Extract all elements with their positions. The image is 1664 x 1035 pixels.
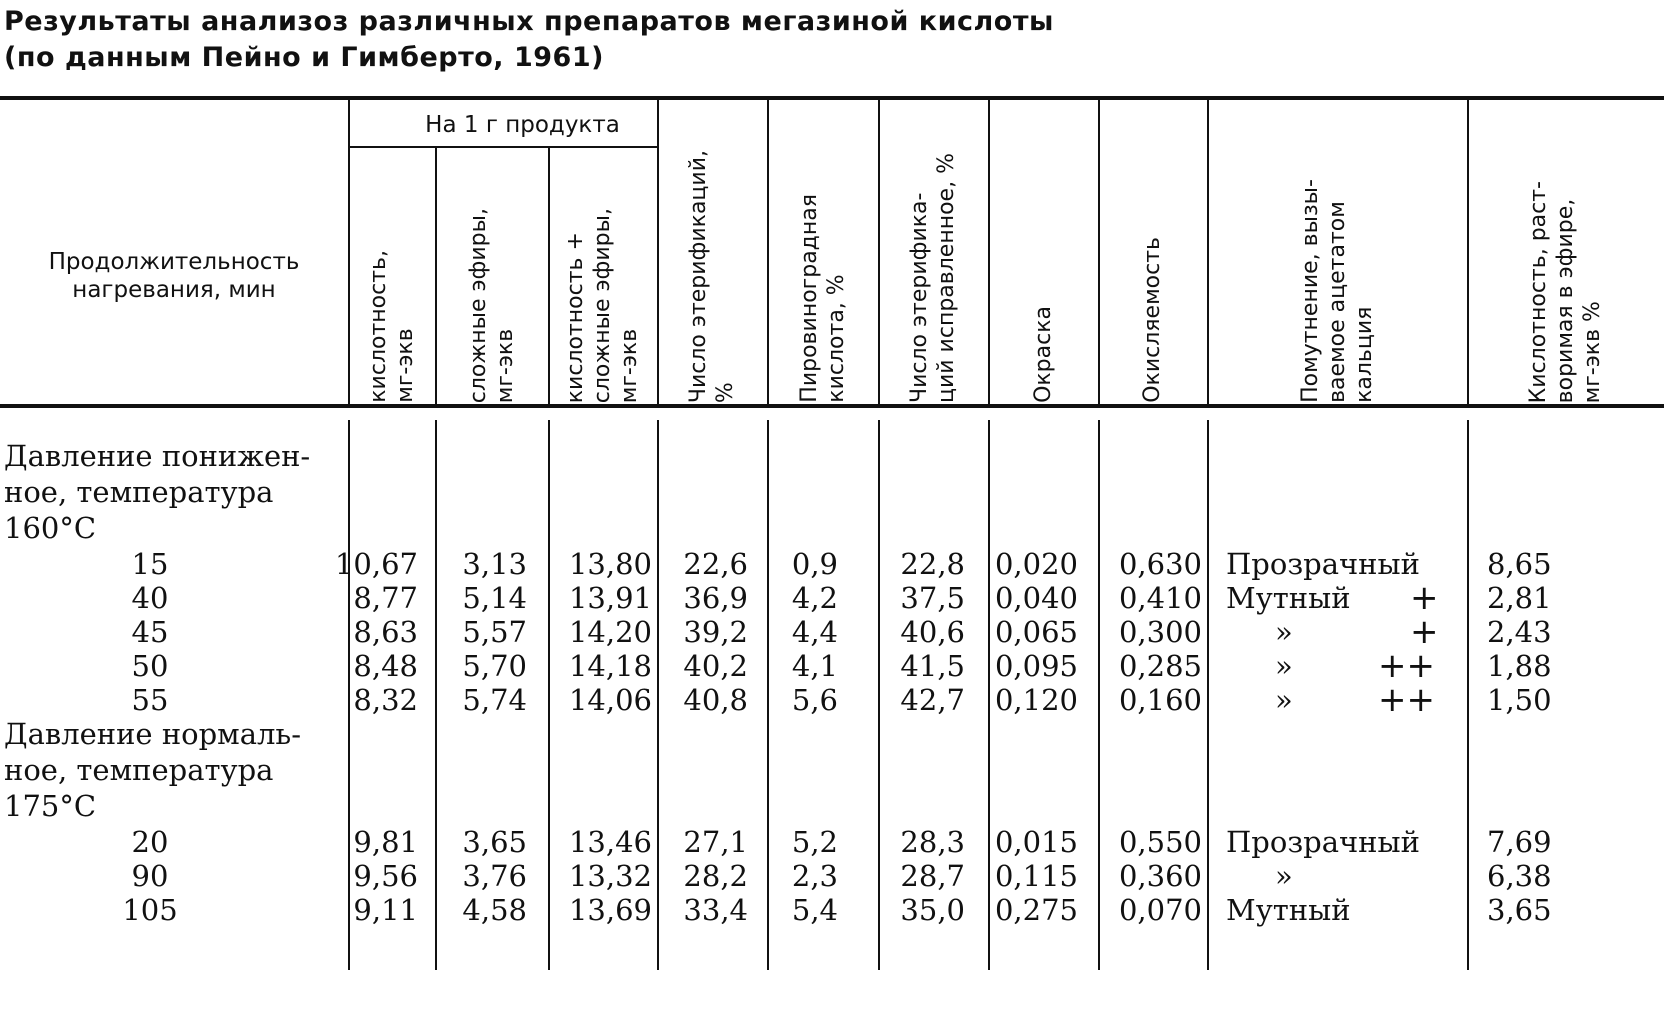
turbidity-cell: Прозрачный [1226, 825, 1420, 859]
turbidity-cell: » [1275, 615, 1293, 649]
value-cell: 4,2 [791, 581, 838, 615]
value-cell: 0,410 [1118, 581, 1202, 615]
value-cell: 4,1 [791, 649, 838, 683]
value-cell: 8,77 [353, 581, 418, 615]
column-rule-body [1207, 420, 1209, 970]
value-cell: 0,095 [994, 649, 1078, 683]
value-cell: 22,6 [683, 547, 748, 581]
duration-cell: 40 [131, 581, 169, 615]
value-cell: 5,57 [462, 615, 527, 649]
column-rule-top [988, 100, 990, 404]
ether-acidity-cell: 6,38 [1487, 859, 1552, 893]
value-cell: 13,69 [568, 893, 652, 927]
top-rule [0, 96, 1664, 100]
column-rule-top [767, 100, 769, 404]
group-rule [348, 146, 657, 148]
value-cell: 37,5 [900, 581, 965, 615]
column-rule-top [1098, 100, 1100, 404]
value-cell: 5,4 [791, 893, 838, 927]
value-cell: 0,040 [994, 581, 1078, 615]
column-rule-top [1467, 100, 1469, 404]
value-cell: 14,20 [568, 615, 652, 649]
column-rule-top [1207, 100, 1209, 404]
turbidity-mark: + [1410, 612, 1439, 652]
ether-acidity-cell: 8,65 [1487, 547, 1552, 581]
value-cell: 28,7 [900, 859, 965, 893]
value-cell: 9,11 [353, 893, 418, 927]
value-cell: 5,74 [462, 683, 527, 717]
turbidity-cell: Прозрачный [1226, 547, 1420, 581]
value-cell: 5,70 [462, 649, 527, 683]
column-header: Число этерификаций, % [686, 149, 738, 403]
value-cell: 40,2 [683, 649, 748, 683]
value-cell: 4,58 [462, 893, 527, 927]
duration-cell: 55 [131, 683, 169, 717]
column-header: сложные эфиры, мг-экв [465, 207, 518, 403]
column-header: Окисляемость [1140, 237, 1165, 403]
ether-acidity-cell: 7,69 [1487, 825, 1552, 859]
value-cell: 5,14 [462, 581, 527, 615]
value-cell: 9,81 [353, 825, 418, 859]
value-cell: 0,115 [994, 859, 1078, 893]
column-header: Помутнение, вызы- ваемое ацетатом кальция [1297, 179, 1377, 403]
value-cell: 0,065 [994, 615, 1078, 649]
value-cell: 39,2 [683, 615, 748, 649]
row-header: Продолжительность нагревания, мин [48, 249, 300, 303]
duration-cell: 45 [131, 615, 169, 649]
value-cell: 8,63 [353, 615, 418, 649]
caption-line-2: (по данным Пейно и Гимберто, 1961) [4, 42, 604, 73]
ether-acidity-cell: 1,50 [1487, 683, 1552, 717]
group-header: На 1 г продукта [425, 112, 620, 138]
turbidity-mark: ++ [1378, 646, 1435, 686]
value-cell: 42,7 [900, 683, 965, 717]
value-cell: 13,80 [568, 547, 652, 581]
column-header: Окраска [1030, 306, 1056, 403]
section-label: Давление понижен- ное, температура 160°С [4, 439, 311, 545]
value-cell: 8,48 [353, 649, 418, 683]
value-cell: 0,360 [1118, 859, 1202, 893]
value-cell: 0,9 [791, 547, 838, 581]
duration-cell: 15 [131, 547, 169, 581]
duration-cell: 20 [131, 825, 169, 859]
value-cell: 0,275 [994, 893, 1078, 927]
ether-acidity-cell: 1,88 [1487, 649, 1552, 683]
turbidity-cell: » [1275, 683, 1293, 717]
value-cell: 14,18 [568, 649, 652, 683]
value-cell: 41,5 [900, 649, 965, 683]
value-cell: 0,550 [1118, 825, 1202, 859]
column-rule-top [348, 100, 350, 404]
value-cell: 0,015 [994, 825, 1078, 859]
value-cell: 33,4 [683, 893, 748, 927]
value-cell: 0,120 [994, 683, 1078, 717]
value-cell: 0,020 [994, 547, 1078, 581]
turbidity-cell: Мутный [1226, 893, 1351, 927]
value-cell: 3,65 [462, 825, 527, 859]
value-cell: 9,56 [353, 859, 418, 893]
turbidity-cell: Мутный [1226, 581, 1351, 615]
value-cell: 28,2 [683, 859, 748, 893]
ether-acidity-cell: 2,81 [1487, 581, 1552, 615]
ether-acidity-cell: 2,43 [1487, 615, 1552, 649]
value-cell: 5,2 [791, 825, 838, 859]
value-cell: 8,32 [353, 683, 418, 717]
value-cell: 0,160 [1118, 683, 1202, 717]
column-rule-body [1467, 420, 1469, 970]
value-cell: 40,8 [683, 683, 748, 717]
column-header: Пировиноградная кислота, % [796, 194, 849, 403]
header-rule [0, 404, 1664, 408]
value-cell: 13,46 [568, 825, 652, 859]
column-header: Число этерифика- ций исправленное, % [907, 152, 959, 403]
value-cell: 14,06 [568, 683, 652, 717]
table-caption [4, 4, 1204, 76]
column-header: Кислотность, раст- воримая в эфире, мг-экв % [1526, 180, 1605, 403]
value-cell: 3,76 [462, 859, 527, 893]
column-header: кислотность, мг-экв [365, 250, 418, 403]
value-cell: 4,4 [791, 615, 838, 649]
value-cell: 10,67 [334, 547, 418, 581]
value-cell: 40,6 [900, 615, 965, 649]
value-cell: 28,3 [900, 825, 965, 859]
value-cell: 13,91 [568, 581, 652, 615]
value-cell: 22,8 [900, 547, 965, 581]
value-cell: 2,3 [791, 859, 838, 893]
column-rule-top [878, 100, 880, 404]
value-cell: 35,0 [900, 893, 965, 927]
turbidity-mark: ++ [1378, 680, 1435, 720]
column-rule-top [657, 100, 659, 404]
value-cell: 36,9 [683, 581, 748, 615]
duration-cell: 50 [131, 649, 169, 683]
ether-acidity-cell: 3,65 [1487, 893, 1552, 927]
value-cell: 0,630 [1118, 547, 1202, 581]
turbidity-cell: » [1275, 859, 1293, 893]
value-cell: 0,070 [1118, 893, 1202, 927]
column-header: кислотность + сложные эфиры, мг-экв [563, 207, 642, 403]
value-cell: 5,6 [791, 683, 838, 717]
duration-cell: 105 [122, 893, 178, 927]
value-cell: 0,300 [1118, 615, 1202, 649]
turbidity-cell: » [1275, 649, 1293, 683]
caption-line-1: Результаты анализоз различных препаратов мегазиной кислоты [4, 6, 1054, 37]
value-cell: 13,32 [568, 859, 652, 893]
value-cell: 3,13 [462, 547, 527, 581]
turbidity-mark: + [1410, 578, 1439, 618]
value-cell: 27,1 [683, 825, 748, 859]
value-cell: 0,285 [1118, 649, 1202, 683]
section-label: Давление нормаль- ное, температура 175°С [4, 717, 302, 823]
duration-cell: 90 [131, 859, 169, 893]
